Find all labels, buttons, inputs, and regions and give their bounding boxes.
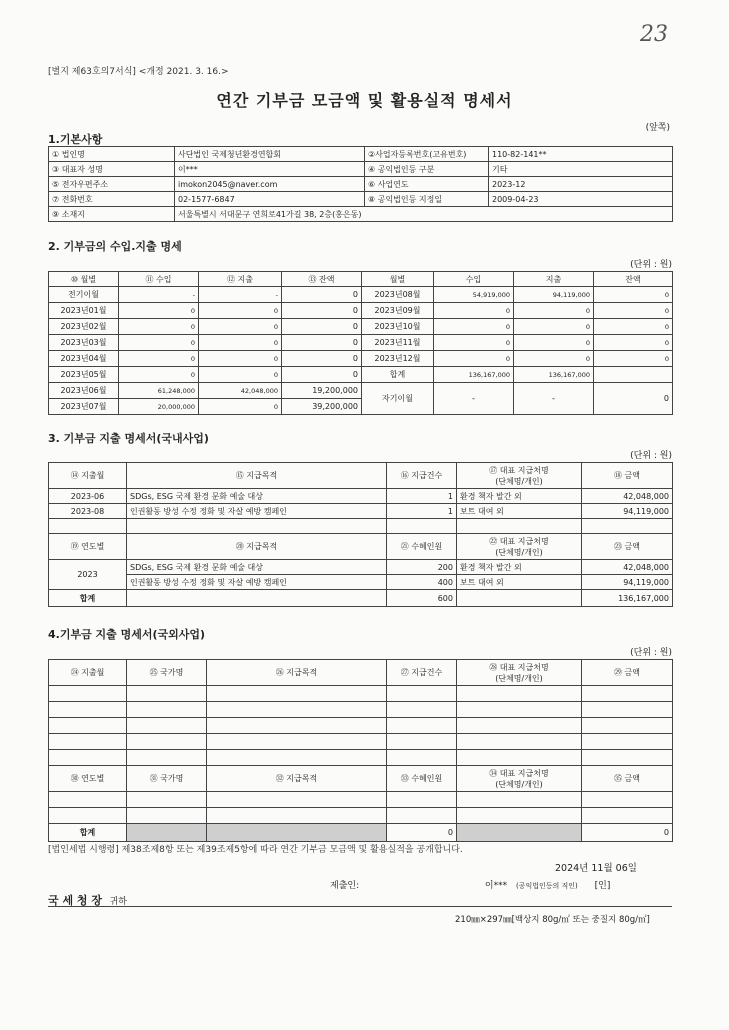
- sheet-label: (앞쪽): [645, 123, 670, 133]
- column-header: [457, 766, 582, 792]
- header-line: (단체명/개인): [495, 547, 543, 557]
- amount-cell: 0: [199, 399, 282, 415]
- amount-cell: 0: [282, 367, 362, 383]
- info-row: [49, 177, 673, 192]
- blank-cell: [582, 519, 673, 534]
- column-header: ㉟ 금액: [582, 766, 673, 792]
- column-header: ㉝ 수혜인원: [387, 766, 457, 792]
- form-number: [별지 제63호의7서식] <개정 2021. 3. 16.>: [48, 67, 229, 77]
- month-cell: 2023년02월: [49, 319, 119, 335]
- blank-cell: [457, 792, 582, 808]
- submitter-name: 이***: [484, 881, 508, 891]
- blank-cell: [457, 734, 582, 750]
- submitter-line: [330, 878, 670, 891]
- section4-title: 4.기부금 지출 명세서(국외사업): [48, 628, 206, 641]
- blank-cell: [387, 686, 457, 702]
- amount-cell: 0: [199, 367, 282, 383]
- info-row: [49, 192, 673, 207]
- month-cell: 2023년04월: [49, 351, 119, 367]
- domestic-row: [49, 504, 673, 519]
- shaded-cell: [457, 824, 582, 842]
- header-line: ㉒ 대표 지급처명: [489, 536, 549, 546]
- shaded-cell: [127, 824, 207, 842]
- column-header: 월별: [362, 272, 434, 287]
- info-row: [49, 162, 673, 177]
- blank-cell: [582, 792, 673, 808]
- blank-cell: [387, 750, 457, 766]
- column-header: ㉔ 지출월: [49, 660, 127, 686]
- month-cell: 2023년11월: [362, 335, 434, 351]
- amount-cell: 39,200,000: [282, 399, 362, 415]
- column-header: ㉛ 국가명: [127, 766, 207, 792]
- section2-unit: (단위 : 원): [630, 260, 672, 270]
- amount-cell: 54,919,000: [434, 287, 514, 303]
- info-value: 기타: [489, 162, 673, 177]
- yearly-header-row: [49, 534, 673, 560]
- column-header: ⑭ 지출월: [49, 463, 127, 489]
- amount-cell: 0: [594, 335, 673, 351]
- overseas-blank-row: [49, 686, 673, 702]
- blank-cell: [387, 734, 457, 750]
- paper-spec: 210㎜×297㎜[백상지 80g/㎡ 또는 중질지 80g/㎡]: [455, 915, 650, 925]
- overseas-header-row: [49, 660, 673, 686]
- info-label: ②사업자등록번호(고유번호): [365, 147, 489, 162]
- month-cell: 2023년03월: [49, 335, 119, 351]
- blank-cell: [582, 808, 673, 824]
- info-label: ① 법인명: [49, 147, 175, 162]
- yearly-row: [49, 575, 673, 590]
- carry-over-cell: -: [514, 383, 594, 415]
- month-cell: 합계: [362, 367, 434, 383]
- legal-note: [법인세법 시행령] 제38조제8항 또는 제39조제5항에 따라 연간 기부금 모금액 및 활용실적을 공개합니다.: [48, 845, 463, 855]
- blank-cell: [457, 750, 582, 766]
- header-line: ㉘ 대표 지급처명: [489, 662, 549, 672]
- income-row: [49, 287, 673, 303]
- submitter-role: (공익법인등의 직인): [515, 882, 578, 890]
- amount-cell: 0: [199, 335, 282, 351]
- header-line: (단체명/개인): [495, 779, 543, 789]
- blank-cell: [457, 686, 582, 702]
- blank-cell: [457, 702, 582, 718]
- count-cell: 400: [387, 575, 457, 590]
- blank-cell: [582, 718, 673, 734]
- blank-cell: [127, 734, 207, 750]
- amount-cell: 0: [514, 303, 594, 319]
- month-cell: 2023년05월: [49, 367, 119, 383]
- blank-cell: [49, 792, 127, 808]
- amount-cell: 0: [199, 351, 282, 367]
- blank-cell: [127, 519, 387, 534]
- month-cell: 2023년08월: [362, 287, 434, 303]
- column-header: [457, 463, 582, 489]
- recipient-cell: 환경 책자 발간 외: [457, 489, 582, 504]
- column-header: ⑪ 수입: [119, 272, 199, 287]
- shaded-cell: [207, 824, 387, 842]
- info-value: 2023-12: [489, 177, 673, 192]
- column-header: ⑯ 지급건수: [387, 463, 457, 489]
- blank-cell: [457, 519, 582, 534]
- blank-cell: [207, 718, 387, 734]
- overseas-blank-row: [49, 734, 673, 750]
- submitter-label: 제출인:: [330, 881, 360, 891]
- recipient-cell: 보트 대여 외: [457, 575, 582, 590]
- amount-cell: 94,119,000: [582, 504, 673, 519]
- info-label: ⑥ 사업연도: [365, 177, 489, 192]
- amount-cell: 20,000,000: [119, 399, 199, 415]
- amount-cell: 0: [282, 303, 362, 319]
- column-header: ⑳ 지급목적: [127, 534, 387, 560]
- handwritten-page-number: 23: [640, 22, 668, 47]
- month-cell: 2023년06월: [49, 383, 119, 399]
- amount-cell: [594, 367, 673, 383]
- column-header: [457, 660, 582, 686]
- blank-cell: [387, 808, 457, 824]
- income-row: [49, 303, 673, 319]
- overseas-yearly-blank-row: [49, 808, 673, 824]
- amount-cell: 61,248,000: [119, 383, 199, 399]
- month-cell: 전기이월: [49, 287, 119, 303]
- blank-cell: [207, 750, 387, 766]
- amount-cell: 0: [594, 319, 673, 335]
- blank-cell: [387, 718, 457, 734]
- amount-cell: 0: [514, 351, 594, 367]
- column-header: 수입: [434, 272, 514, 287]
- amount-cell: 0: [434, 351, 514, 367]
- blank-cell: [127, 590, 387, 607]
- basic-info-table: [48, 146, 673, 222]
- domestic-expense-table: [48, 462, 673, 607]
- address-value: 서울특별시 서대문구 연희로41가길 38, 2층(홍은동): [175, 207, 673, 222]
- amount-cell: 0: [282, 319, 362, 335]
- month-cell: 2023년12월: [362, 351, 434, 367]
- purpose-cell: 인권활동 방성 수정 정화 및 자살 예방 캠페인: [127, 504, 387, 519]
- domestic-total-row: [49, 590, 673, 607]
- income-header-row: [49, 272, 673, 287]
- blank-cell: [457, 590, 582, 607]
- overseas-blank-row: [49, 702, 673, 718]
- section1-title: 1.기본사항: [48, 133, 103, 146]
- purpose-cell: SDGs, ESG 국제 환경 문화 예술 대상: [127, 489, 387, 504]
- income-row: [49, 319, 673, 335]
- blank-cell: [49, 718, 127, 734]
- income-row: [49, 367, 673, 383]
- address-row: [49, 207, 673, 222]
- info-value: 02-1577-6847: [175, 192, 365, 207]
- overseas-yearly-header-row: [49, 766, 673, 792]
- amount-cell: 42,048,000: [199, 383, 282, 399]
- income-expense-table: [48, 271, 673, 415]
- amount-cell: 0: [434, 319, 514, 335]
- info-value: 110-82-141**: [489, 147, 673, 162]
- blank-cell: [49, 686, 127, 702]
- column-header: ㉜ 지급목적: [207, 766, 387, 792]
- column-header: 잔액: [594, 272, 673, 287]
- count-cell: 200: [387, 560, 457, 575]
- income-row: [49, 351, 673, 367]
- amount-cell: 0: [119, 351, 199, 367]
- recipient-cell: 보트 대여 외: [457, 504, 582, 519]
- month-cell: 2023-06: [49, 489, 127, 504]
- blank-cell: [127, 686, 207, 702]
- amount-cell: 136,167,000: [434, 367, 514, 383]
- document-title: 연간 기부금 모금액 및 활용실적 명세서: [216, 91, 513, 110]
- carry-over-cell: -: [434, 383, 514, 415]
- header-line: ⑰ 대표 지급처명: [489, 465, 549, 475]
- total-count: 0: [387, 824, 457, 842]
- overseas-total-row: [49, 824, 673, 842]
- amount-cell: 94,119,000: [582, 575, 673, 590]
- blank-cell: [207, 686, 387, 702]
- carry-over-cell: 자기이월: [362, 383, 434, 415]
- amount-cell: -: [119, 287, 199, 303]
- month-cell: 2023-08: [49, 504, 127, 519]
- blank-cell: [207, 792, 387, 808]
- blank-cell: [207, 702, 387, 718]
- overseas-expense-table: [48, 659, 673, 842]
- amount-cell: 0: [282, 351, 362, 367]
- amount-cell: 0: [514, 319, 594, 335]
- total-label: 합계: [49, 824, 127, 842]
- blank-cell: [387, 702, 457, 718]
- amount-cell: 0: [119, 335, 199, 351]
- blank-cell: [127, 750, 207, 766]
- info-value: imokon2045@naver.com: [175, 177, 365, 192]
- address-label: ⑨ 소재지: [49, 207, 175, 222]
- column-header: [457, 534, 582, 560]
- amount-cell: 0: [119, 303, 199, 319]
- blank-cell: [582, 750, 673, 766]
- income-row: [49, 383, 673, 399]
- column-header: 지출: [514, 272, 594, 287]
- header-line: (단체명/개인): [495, 673, 543, 683]
- footer-divider: [48, 906, 672, 907]
- section3-title: 3. 기부금 지출 명세서(국내사업): [48, 432, 209, 445]
- column-header: ⑱ 금액: [582, 463, 673, 489]
- amount-cell: 0: [594, 351, 673, 367]
- overseas-yearly-blank-row: [49, 792, 673, 808]
- domestic-blank-row: [49, 519, 673, 534]
- section2-title: 2. 기부금의 수입.지출 명세: [48, 240, 182, 253]
- blank-cell: [49, 702, 127, 718]
- amount-cell: 136,167,000: [514, 367, 594, 383]
- blank-cell: [127, 702, 207, 718]
- info-label: ③ 대표자 성명: [49, 162, 175, 177]
- info-label: ⑧ 공익법인등 지정일: [365, 192, 489, 207]
- blank-cell: [49, 519, 127, 534]
- blank-cell: [49, 808, 127, 824]
- blank-cell: [457, 808, 582, 824]
- authority-name: 국 세 청 장: [48, 894, 102, 907]
- authority-suffix: 귀하: [109, 897, 127, 907]
- amount-cell: 0: [282, 335, 362, 351]
- recipient-cell: 환경 책자 발간 외: [457, 560, 582, 575]
- domestic-header-row: [49, 463, 673, 489]
- total-amount: 0: [582, 824, 673, 842]
- column-header: ⑲ 연도별: [49, 534, 127, 560]
- column-header: ㉚ 연도별: [49, 766, 127, 792]
- amount-cell: 0: [594, 287, 673, 303]
- seal-mark: [인]: [594, 881, 611, 891]
- blank-cell: [582, 702, 673, 718]
- amount-cell: 42,048,000: [582, 489, 673, 504]
- overseas-blank-row: [49, 718, 673, 734]
- section3-unit: (단위 : 원): [630, 451, 672, 461]
- count-cell: 1: [387, 504, 457, 519]
- total-count: 600: [387, 590, 457, 607]
- amount-cell: 0: [199, 319, 282, 335]
- month-cell: 2023년09월: [362, 303, 434, 319]
- column-header: ㉗ 지급건수: [387, 660, 457, 686]
- info-label: ⑤ 전자우편주소: [49, 177, 175, 192]
- blank-cell: [582, 686, 673, 702]
- blank-cell: [457, 718, 582, 734]
- amount-cell: 0: [594, 303, 673, 319]
- blank-cell: [387, 519, 457, 534]
- info-value: 이***: [175, 162, 365, 177]
- info-label: ④ 공익법인등 구분: [365, 162, 489, 177]
- total-amount: 136,167,000: [582, 590, 673, 607]
- column-header: ㉑ 수혜인원: [387, 534, 457, 560]
- carry-over-cell: 0: [594, 383, 673, 415]
- blank-cell: [127, 808, 207, 824]
- overseas-blank-row: [49, 750, 673, 766]
- amount-cell: 0: [119, 319, 199, 335]
- column-header: ㉓ 금액: [582, 534, 673, 560]
- column-header: ⑫ 지출: [199, 272, 282, 287]
- info-row: [49, 147, 673, 162]
- blank-cell: [127, 792, 207, 808]
- total-label: 합계: [49, 590, 127, 607]
- column-header: ⑩ 월별: [49, 272, 119, 287]
- column-header: ⑬ 잔액: [282, 272, 362, 287]
- count-cell: 1: [387, 489, 457, 504]
- column-header: ㉕ 국가명: [127, 660, 207, 686]
- blank-cell: [582, 734, 673, 750]
- month-cell: 2023년01월: [49, 303, 119, 319]
- amount-cell: 0: [119, 367, 199, 383]
- column-header: ⑮ 지급목적: [127, 463, 387, 489]
- amount-cell: 0: [282, 287, 362, 303]
- header-line: ㉞ 대표 지급처명: [489, 768, 549, 778]
- blank-cell: [49, 734, 127, 750]
- column-header: ㉙ 금액: [582, 660, 673, 686]
- blank-cell: [207, 734, 387, 750]
- info-label: ⑦ 전화번호: [49, 192, 175, 207]
- blank-cell: [49, 750, 127, 766]
- amount-cell: 0: [199, 303, 282, 319]
- info-value: 2009-04-23: [489, 192, 673, 207]
- amount-cell: -: [199, 287, 282, 303]
- blank-cell: [127, 718, 207, 734]
- yearly-row: [49, 560, 673, 575]
- submission-date: 2024년 11월 06일: [555, 863, 637, 874]
- blank-cell: [207, 808, 387, 824]
- column-header: ㉖ 지급목적: [207, 660, 387, 686]
- income-row: [49, 335, 673, 351]
- amount-cell: 94,119,000: [514, 287, 594, 303]
- amount-cell: 0: [514, 335, 594, 351]
- amount-cell: 42,048,000: [582, 560, 673, 575]
- purpose-cell: 인권활동 방성 수정 정화 및 자살 예방 캠페인: [127, 575, 387, 590]
- year-cell: 2023: [49, 560, 127, 590]
- amount-cell: 0: [434, 303, 514, 319]
- month-cell: 2023년10월: [362, 319, 434, 335]
- section4-unit: (단위 : 원): [630, 648, 672, 658]
- month-cell: 2023년07월: [49, 399, 119, 415]
- domestic-row: [49, 489, 673, 504]
- info-value: 사단법인 국제청년환경연합회: [175, 147, 365, 162]
- amount-cell: 19,200,000: [282, 383, 362, 399]
- header-line: (단체명/개인): [495, 476, 543, 486]
- amount-cell: 0: [434, 335, 514, 351]
- blank-cell: [387, 792, 457, 808]
- purpose-cell: SDGs, ESG 국제 환경 문화 예술 대상: [127, 560, 387, 575]
